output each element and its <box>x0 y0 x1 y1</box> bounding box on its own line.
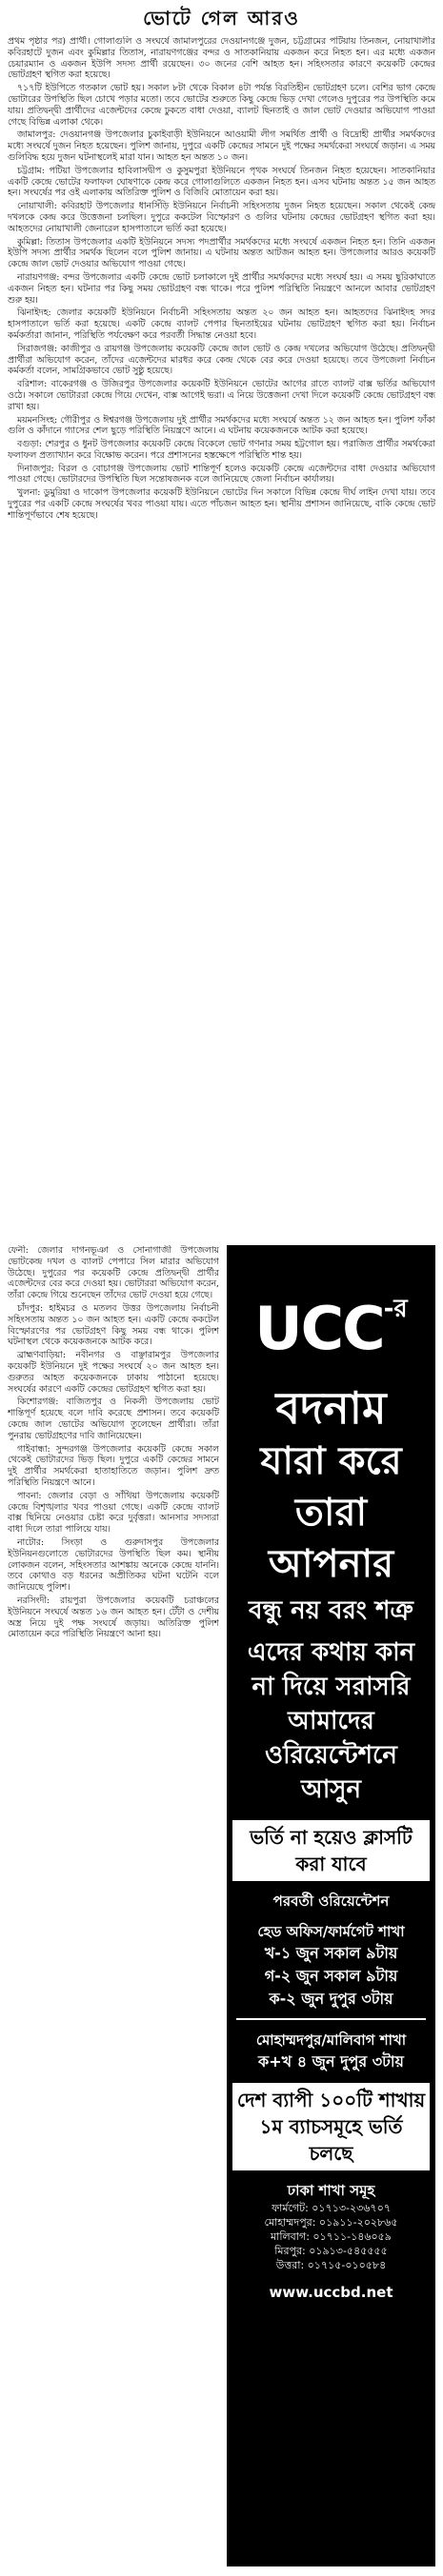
article-paragraph: নরসিংদী: রায়পুরা উপজেলার কয়েকটি চরাঞ্চলের ইউনিয়নে সংঘর্ষে অন্তত ১৬ জন আহত হন। টেঁটা ও দেশীয় অস্ত্র নিয়ে দুই পক্ষ সংঘর্ষে জড়ায়। অতিরিক্ত পুলিশ মোতায়েন করে পরিস্থিতি নিয়ন্ত্রণে আনা হয়। <box>8 1595 219 1640</box>
ad-headline-line3: তারা আপনার <box>268 1491 394 1586</box>
ad-contact-line: মোহাম্মদপুর: ০১৯১১-২০২৮৬৫ <box>264 2216 398 2229</box>
ad-schedule-item: গ-২ জুন সকাল ৯টায় <box>264 1967 398 1985</box>
article-paragraph: ৭১৭টি ইউপিতে গতকাল ভোট হয়। সকাল ৮টা থেকে বিকাল ৪টা পর্যন্ত বিরতিহীন ভোটগ্রহণ চলে। বেশির ভাগ কেন্দ্রে ভোটারের উপস্থিতি ছিল চোখে পড়ার মতো। তবে ভোটের শুরুতে কিছু কেন্দ্রে ভিড় দেখা গেলেও দুপুরের পর উপস্থিতি কমে যায়। প্রতিদ্বন্দ্বী প্রার্থীদের এজেন্টদের কেন্দ্রে ঢুকতে বাধা দেওয়া, ব্যালট ছিনতাই ও জাল ভোট দেওয়ার অভিযোগ পাওয়া গেছে বিভিন্ন এলাকা থেকে। <box>8 83 435 128</box>
article-paragraph: বরিশাল: বাকেরগঞ্জ ও উজিরপুর উপজেলার কয়েকটি ইউনিয়নে ভোটের আগের রাতে ব্যালট বাক্স ভর্তির অভিযোগ ওঠে। সকালে ভোটাররা কেন্দ্রে গিয়ে দেখেন, বাক্স আগেই ভরা। এ নিয়ে উত্তেজনা দেখা দিলে কয়েকটি কেন্দ্রে ভোটগ্রহণ বন্ধ রাখা হয়। <box>8 379 435 412</box>
article-paragraph: দিনাজপুর: বিরল ও বোচাগঞ্জ উপজেলায় ভোট শান্তিপূর্ণ হলেও কয়েকটি কেন্দ্রে এজেন্টদের বাধা দেওয়ার অভিযোগ পাওয়া গেছে। ভোটারদের উপস্থিতি ছিল সন্তোষজনক বলে জানিয়েছে জেলা নির্বাচন কার্যালয়। <box>8 463 435 485</box>
ad-schedule-item: খ-১ জুন সকাল ৯টায় <box>264 1944 398 1962</box>
article-paragraph: চট্টগ্রাম: পটিয়া উপজেলার হাবিলাসদ্বীপ ও কুসুমপুরা ইউনিয়নে পৃথক সংঘর্ষে তিনজন নিহত হয়েছেন। সাতকানিয়ার একটি কেন্দ্রে ভোটের ফলাফল ঘোষণাকে কেন্দ্র করে গোলাগুলিতে একজন নিহত হন। এসব ঘটনায় অন্তত ১৫ জন আহত হন। সংঘর্ষের পর ওই এলাকায় অতিরিক্ত পুলিশ ও বিজিবি মোতায়েন করা হয়। <box>8 165 435 199</box>
article-paragraph: ফেনী: জেলার দাগনভূঞা ও সোনাগাজী উপজেলায় ভোটকেন্দ্র দখল ও ব্যালট পেপারে সিল মারার অভিযোগ উঠেছে। দুপুরের পর কয়েকটি কেন্দ্রে প্রতিদ্বন্দ্বী প্রার্থীর এজেন্টদের বের করে দেওয়া হয়। ভোটাররা অভিযোগ করেন, তাঁরা কেন্দ্রে গিয়ে শুনেছেন তাঁদের ভোট দেওয়া হয়ে গেছে। <box>8 1245 219 1301</box>
ad-branch-title: হেড অফিস/ফার্মগেট শাখা <box>257 1923 405 1940</box>
ad-body-text: এদের কথায় কান না দিয়ে সরাসরি আমাদের ওরিয়েন্টেশনে আসুন <box>247 1638 415 1804</box>
article-paragraph: সিরাজগঞ্জ: কাজীপুর ও রায়গঞ্জ উপজেলায় কয়েকটি কেন্দ্রে জাল ভোট ও কেন্দ্র দখলের অভিযোগ উঠেছে। প্রতিদ্বন্দ্বী প্রার্থীরা অভিযোগ করেন, তাঁদের এজেন্টদের মারধর করে কেন্দ্র থেকে বের করে দেওয়া হয়েছে। তবে উপজেলা নির্বাচন কর্মকর্তা বলেন, সামগ্রিকভাবে ভোট সুষ্ঠু হয়েছে। <box>8 343 435 377</box>
article-paragraph: নোয়াখালী: কবিরহাট উপজেলার ধানসিঁড়ি ইউনিয়নে নির্বাচনী সহিংসতায় দুজন নিহত হয়েছেন। সকাল থেকেই কেন্দ্র দখলকে কেন্দ্র করে উত্তেজনা চলছিল। দুপুরে ককটেল বিস্ফোরণ ও গুলির ঘটনায় কেন্দ্রের ভোটগ্রহণ স্থগিত করা হয়। আহতদের নোয়াখালী জেনারেল হাসপাতালে ভর্তি করা হয়েছে। <box>8 201 435 234</box>
ad-promo-box: দেশ ব্যাপী ১০০টি শাখায় ১ম ব্যাচসমূহে ভর্তি চলছে <box>232 2083 430 2170</box>
article-paragraph: ময়মনসিংহ: গৌরীপুর ও ঈশ্বরগঞ্জ উপজেলায় দুই প্রার্থীর সমর্থকদের মধ্যে সংঘর্ষে অন্তত ১২ জন আহত হন। পুলিশ ফাঁকা গুলি ও কাঁদানে গ্যাসের শেল ছুড়ে পরিস্থিতি নিয়ন্ত্রণে আনে। এ ঘটনায় কয়েকজনকে আটক করা হয়েছে। <box>8 414 435 437</box>
ad-headline-line1: বদনাম <box>275 1382 387 1434</box>
advertisement-ucc[interactable] <box>227 1245 435 2566</box>
ad-website-link[interactable]: www.uccbd.net <box>269 2284 393 2301</box>
article-paragraph: নারায়ণগঞ্জ: বন্দর উপজেলার একটি কেন্দ্রে ভোট চলাকালে দুই প্রার্থীর সমর্থকদের মধ্যে সংঘর্ষ হয়। এ সময় ছুরিকাঘাতে একজন নিহত হন। ঘটনার পর কিছু সময় ভোটগ্রহণ বন্ধ থাকে। পরে পুলিশ পরিস্থিতি নিয়ন্ত্রণে আনলে আবার ভোটগ্রহণ শুরু হয়। <box>8 271 435 306</box>
ad-contact-line: মালিবাগ: ০১৭১১-১৪৬০৫৯ <box>271 2230 392 2243</box>
article-paragraph: গাইবান্ধা: সুন্দরগঞ্জ উপজেলার কয়েকটি কেন্দ্রে সকাল থেকেই ভোটারদের ভিড় ছিল। দুপুরে একটি কেন্দ্রের সামনে দুই প্রার্থীর সমর্থকেরা হাতাহাতিতে জড়ান। পুলিশ দ্রুত পরিস্থিতি নিয়ন্ত্রণে আনে। <box>8 1443 219 1488</box>
ad-logo-suffix: -র <box>383 1295 408 1323</box>
ad-schedule2: ক+খ ৪ জুন দুপুর ৩টায় <box>258 2052 404 2071</box>
ad-headline-line2: যারা করে <box>260 1439 402 1483</box>
article-paragraph: ব্রাহ্মণবাড়িয়া: নবীনগর ও বাঞ্ছারামপুর উপজেলার কয়েকটি ইউনিয়নে দুই পক্ষের সংঘর্ষে ২০ জন আহত হন। গুরুতর আহত কয়েকজনকে ঢাকায় পাঠানো হয়েছে। সংঘর্ষের কারণে একটি কেন্দ্রের ভোটগ্রহণ স্থগিত করা হয়। <box>8 1350 219 1395</box>
ad-contact-title: ঢাকা শাখা সমূহ <box>287 2182 375 2199</box>
ad-subhead: পরবর্তী ওরিয়েন্টেশন <box>272 1892 390 1910</box>
ad-branch2-title: মোহাম্মদপুর/মালিবাগ শাখা <box>255 2031 407 2049</box>
article-paragraph: কিশোরগঞ্জ: বাজিতপুর ও নিকলী উপজেলায় ভোট শান্তিপূর্ণ হয়েছে বলে দাবি করেছে প্রশাসন। তবে কয়েকটি কেন্দ্রে জাল ভোটের অভিযোগ তুলেছেন প্রার্থীরা। তাঁরা পুনরায় ভোটগ্রহণের দাবি জানিয়েছেন। <box>8 1397 219 1441</box>
article-body-full-width <box>8 36 435 1238</box>
article-paragraph: পাবনা: জেলার বেড়া ও সাঁথিয়া উপজেলায় কয়েকটি কেন্দ্রে বিশৃঙ্খলার খবর পাওয়া গেছে। একটি কেন্দ্রে ব্যালট বাক্স ছিনিয়ে নেওয়ার চেষ্টা করে দুর্বৃত্তরা। আনসার সদস্যরা বাধা দিলে তারা পালিয়ে যায়। <box>8 1490 219 1536</box>
ad-headline-line4: বন্ধু নয় বরং শত্রু <box>249 1596 413 1625</box>
ad-contact-line: ফার্মগেট: ০১৭১৩-২৩৬৭০৭ <box>272 2202 391 2214</box>
article-body-left-column <box>8 1245 219 2570</box>
article-paragraph: খুলনা: ডুমুরিয়া ও দাকোপ উপজেলার কয়েকটি ইউনিয়নে ভোটের দিন সকালে বিভিন্ন কেন্দ্রে দীর্ঘ লাইন দেখা যায়। তবে দুপুরের পর একটি কেন্দ্রে সংঘর্ষের খবর পাওয়া যায়। এতে পাঁচজন আহত হন। স্থানীয় প্রশাসন জানিয়েছে, বাকি কেন্দ্রে ভোট শান্তিপূর্ণভাবে শেষ হয়েছে। <box>8 487 435 521</box>
article-paragraph: ঝিনাইদহ: জেলার কয়েকটি ইউনিয়নে নির্বাচনী সহিংসতায় অন্তত ২০ জন আহত হন। আহতদের ঝিনাইদহ সদর হাসপাতালে ভর্তি করা হয়েছে। একটি কেন্দ্রে ব্যালট পেপার ছিনতাইয়ের ঘটনায় ভোটগ্রহণ স্থগিত করা হয়। নির্বাচন কর্মকর্তারা জানান, পরিস্থিতি পর্যবেক্ষণ করে পরবর্তী সিদ্ধান্ত নেওয়া হবে। <box>8 307 435 341</box>
article-paragraph: চাঁদপুর: হাইমচর ও মতলব উত্তর উপজেলায় নির্বাচনী সহিংসতায় অন্তত ১০ জন আহত হন। একটি কেন্দ্রে ককটেল বিস্ফোরণের পর ভোটগ্রহণ কিছু সময় বন্ধ থাকে। পুলিশ ঘটনাস্থল থেকে কয়েকজনকে আটক করে। <box>8 1302 219 1348</box>
ad-schedule-item: ক-২ জুন দুপুর ৩টায় <box>269 1990 393 2008</box>
ad-contact-line: মিরপুর: ০১৯১৩-৫৪৫৫৫৫ <box>274 2245 388 2257</box>
ad-divider <box>236 2018 426 2020</box>
headline: ভোটে গেল আরও <box>143 7 300 30</box>
ad-logo <box>238 1291 425 1367</box>
article-paragraph: জামালপুর: দেওয়ানগঞ্জ উপজেলার চুকাইবাড়ী ইউনিয়নে আওয়ামী লীগ সমর্থিত প্রার্থী ও বিদ্রোহী প্রার্থীর সমর্থকদের মধ্যে সংঘর্ষে দুজন নিহত হয়েছেন। পুলিশ জানায়, দুপুরে একটি কেন্দ্রের সামনে দুই পক্ষের সমর্থকেরা সংঘর্ষে জড়ান। এ সময় গুলিবিদ্ধ হয়ে দুজন ঘটনাস্থলেই মারা যান। আহত হন অন্তত ১০ জন। <box>8 129 435 163</box>
ad-highlight-box: ভর্তি না হয়েও ক্লাসটি করা যাবে <box>232 1820 430 1881</box>
article-paragraph: প্রথম পৃষ্ঠার পর) প্রার্থী। গোলাগুলি ও সংঘর্ষে জামালপুরের দেওয়ানগঞ্জে দুজন, চট্টগ্রামের পটিয়ায় তিনজন, নোয়াখালীর কবিরহাটে দুজন এবং কুমিল্লার তিতাস, নারায়ণগঞ্জের বন্দর ও সাতকানিয়ায় একজন করে নিহত হন। এর মধ্যে একজন চেয়ারম্যান ও একজন ইউপি সদস্য প্রার্থী রয়েছেন। ৩০ জনের বেশি আহত হন। সহিংসতার কারণে কয়েকটি কেন্দ্রের ভোটগ্রহণ স্থগিত করা হয়েছে। <box>8 36 435 81</box>
ad-logo-text: UCC <box>254 1294 384 1363</box>
article-paragraph: বগুড়া: শেরপুর ও ধুনট উপজেলার কয়েকটি কেন্দ্রে বিকেলে ভোট গণনার সময় হট্টগোল হয়। পরাজিত প্রার্থীর সমর্থকেরা ফলাফল প্রত্যাখ্যান করে বিক্ষোভ করেন। পরে প্রশাসনের হস্তক্ষেপে পরিস্থিতি শান্ত হয়। <box>8 439 435 461</box>
ad-contact-line: উত্তরা: ০১৭১৫-০১০৫৮৪ <box>275 2259 387 2271</box>
article-paragraph: কুমিল্লা: তিতাস উপজেলার একটি ইউনিয়নে সদস্য পদপ্রার্থীর সমর্থকদের মধ্যে সংঘর্ষে একজন নিহত হন। তিনি একজন ইউপি সদস্য প্রার্থীর সমর্থক ছিলেন বলে পুলিশ জানায়। এ ঘটনায় অন্তত আটজন আহত হন। উপজেলার আরও কয়েকটি কেন্দ্রে জাল ভোট দেওয়ার অভিযোগ পাওয়া গেছে। <box>8 236 435 270</box>
article-paragraph: নাটোর: সিংড়া ও গুরুদাসপুর উপজেলার ইউনিয়নগুলোতে ভোটারদের উপস্থিতি ছিল কম। স্থানীয় লোকজন বলেন, সহিংসতার আশঙ্কায় অনেকে কেন্দ্রে যাননি। তবে কোথাও বড় ধরনের অপ্রীতিকর ঘটনা ঘটেনি বলে জানিয়েছে পুলিশ। <box>8 1536 219 1594</box>
